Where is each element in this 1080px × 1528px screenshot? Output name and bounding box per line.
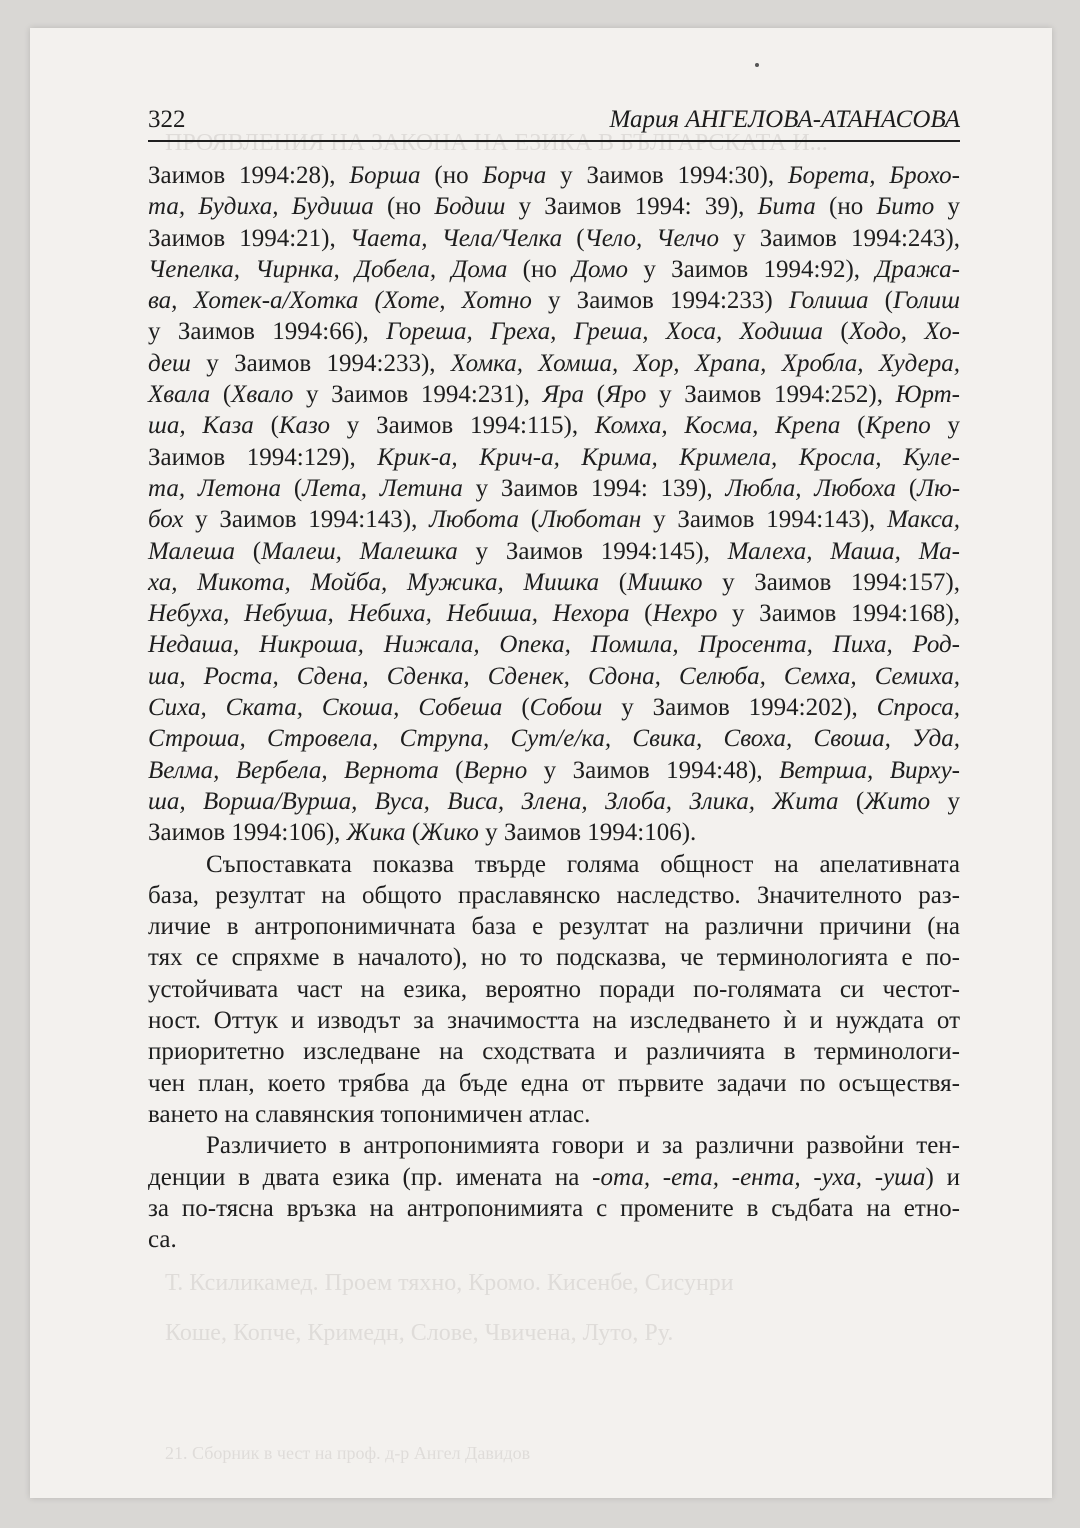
- text-segment: ) и: [925, 1163, 960, 1191]
- italic-name-segment: Гореша, Греха, Греша, Хоса, Ходиша: [386, 318, 824, 346]
- italic-name-segment: Ходо, Хо-: [848, 318, 960, 346]
- italic-name-segment: Голиша: [788, 287, 869, 315]
- text-segment: у: [930, 787, 961, 815]
- text-line: [148, 348, 960, 379]
- italic-name-segment: бох: [148, 506, 184, 534]
- italic-name-segment: Нехро: [652, 600, 718, 628]
- italic-name-segment: Мишко: [627, 568, 703, 596]
- italic-name-segment: Макса,: [887, 506, 960, 534]
- text-line: тях се спряхме в началото), но то подсказва, че терминологията е по-: [148, 944, 960, 972]
- text-line: [148, 473, 960, 504]
- italic-name-segment: Небуха, Небуша, Небиха, Небиша, Нехора: [148, 600, 630, 628]
- text-line: [148, 1130, 960, 1161]
- italic-name-segment: деш: [148, 349, 191, 377]
- bleed-through-line: Т. Ксиликамед. Проем тяхно, Кромо. Кисенбе, Сисунри: [165, 1270, 734, 1296]
- text-segment: у Заимов 1994:145),: [457, 537, 728, 565]
- italic-name-segment: Крепо: [865, 412, 931, 440]
- text-segment: Различието в антропонимията говори и за различни развойни тен-: [206, 1132, 960, 1160]
- text-segment: (: [502, 694, 530, 722]
- text-line: [148, 379, 960, 410]
- italic-name-segment: Чепелка, Чирнка, Добела, Дома: [148, 255, 508, 283]
- text-line: [148, 223, 960, 254]
- italic-name-segment: Жито: [864, 787, 931, 815]
- text-segment: (но: [507, 255, 573, 283]
- text-segment: у Заимов 1994: 139),: [462, 474, 726, 502]
- bleed-through-heading: ПРОЯВЛЕНИЯ НА ЗАКОНА НА ЕЗИКА В БЪЛГАРСКАТА И...: [165, 130, 828, 156]
- text-segment: у: [934, 193, 961, 221]
- text-segment: (: [518, 506, 540, 534]
- bleed-through-line: Коше, Копче, Кримедн, Слове, Чвичена, Луто, Ру.: [165, 1320, 674, 1346]
- italic-name-segment: Жика: [346, 819, 406, 847]
- text-line: приоритетно изследване на сходствата и различията в терминологи-: [148, 1038, 960, 1066]
- italic-name-segment: Малеха, Маша, Ма-: [727, 537, 960, 565]
- text-segment: (: [629, 600, 653, 628]
- text-segment: (: [823, 318, 849, 346]
- italic-name-segment: Домо: [572, 255, 629, 283]
- italic-name-segment: Ветрша, Вирху-: [779, 756, 960, 784]
- italic-name-segment: Борша: [349, 162, 421, 189]
- italic-name-segment: Хомка, Хомша, Хор, Храпа, Хробла, Худера,: [450, 349, 960, 377]
- bleed-through-footer: 21. Сборник в чест на проф. д-р Ангел Давидов: [165, 1443, 531, 1463]
- italic-name-segment: Жико: [420, 819, 479, 847]
- italic-name-segment: Сиха, Ската, Скоша, Собеша: [148, 694, 503, 722]
- italic-name-segment: ша, Роста, Сдена, Сденка, Сденек, Сдона, Селюба, Семха, Семиха,: [148, 662, 960, 690]
- text-line: [148, 786, 960, 817]
- text-segment: (: [234, 537, 262, 565]
- italic-name-segment: Голиш: [892, 287, 961, 315]
- text-line: [148, 598, 960, 629]
- italic-name-segment: Любла, Любоха: [725, 474, 897, 502]
- text-segment: (: [868, 287, 893, 315]
- text-segment: (но: [373, 193, 435, 221]
- italic-name-segment: Хвала: [148, 381, 211, 409]
- text-line: [148, 536, 960, 567]
- italic-name-segment: Хвало: [231, 381, 294, 409]
- text-line: Съпоставката показва твърде голяма общност на апелативната: [206, 850, 960, 878]
- text-line: [148, 442, 960, 473]
- text-line: [148, 504, 960, 535]
- italic-name-segment: та, Будиха, Будиша: [148, 193, 374, 221]
- italic-name-segment: Верно: [463, 756, 528, 784]
- text-line: [148, 723, 960, 754]
- text-segment: у Заимов 1994:243),: [719, 224, 960, 252]
- italic-name-segment: Любота: [429, 506, 519, 534]
- italic-name-segment: Недаша, Никроша, Нижала, Опека, Помила, Просента, Пиха, Род-: [148, 631, 960, 659]
- text-segment: (: [896, 474, 918, 502]
- italic-name-segment: Чаета, Чела/Челка: [349, 224, 563, 252]
- speck: [755, 63, 759, 67]
- text-segment: у Заимов 1994:202),: [602, 694, 877, 722]
- italic-name-segment: Яро: [604, 381, 647, 409]
- text-segment: у Заимов 1994: 39),: [505, 193, 758, 221]
- italic-name-segment: Комха, Косма, Крепа: [594, 412, 841, 440]
- text-segment: (: [253, 412, 279, 440]
- page-body: [148, 160, 960, 1255]
- text-segment: у Заимов 1994:30),: [546, 162, 788, 189]
- text-line: [148, 1162, 960, 1193]
- text-line: [148, 629, 960, 660]
- italic-name-segment: Малеша: [148, 537, 235, 565]
- italic-name-segment: Яра: [542, 381, 584, 409]
- text-segment: у Заимов 1994:92),: [628, 255, 876, 283]
- text-segment: (: [210, 381, 232, 409]
- text-line: [148, 755, 960, 786]
- text-segment: (: [840, 412, 866, 440]
- italic-name-segment: ша, Каза: [148, 412, 254, 440]
- italic-name-segment: Собош: [529, 694, 603, 722]
- text-segment: у Заимов 1994:168),: [717, 600, 960, 628]
- page-number: 322: [148, 106, 186, 133]
- text-line: ването на славянския топонимичен атлас.: [148, 1100, 591, 1128]
- text-line: [148, 661, 960, 692]
- italic-name-segment: Бодиш: [434, 193, 506, 221]
- text-line: [148, 692, 960, 723]
- italic-name-segment: та, Летона: [148, 474, 282, 502]
- italic-name-segment: Малеш, Малешка: [261, 537, 458, 565]
- text-segment: у Заимов 1994:143),: [641, 506, 888, 534]
- text-segment: Заимов 1994:129),: [148, 443, 378, 471]
- text-segment: у Заимов 1994:157),: [702, 568, 960, 596]
- italic-name-segment: Борча: [482, 162, 547, 189]
- italic-name-segment: Спроса,: [876, 694, 960, 722]
- text-line: [148, 1193, 960, 1224]
- italic-name-segment: ва, Хотек-а/Хотка (Хоте, Хотно: [148, 287, 532, 315]
- text-line: [148, 160, 960, 191]
- italic-name-segment: Борета, Брохо-: [787, 162, 960, 189]
- italic-name-segment: Дража-: [875, 255, 960, 283]
- text-line: личие в антропонимичната база е резултат на различни причини (на: [148, 913, 960, 941]
- text-segment: (: [838, 787, 865, 815]
- italic-name-segment: Велма, Вербела, Вернота: [148, 756, 439, 784]
- text-line: ност. Оттук и изводът за значимостта на изследването ѝ и нуждата от: [148, 1007, 960, 1035]
- text-segment: за по-тясна връзка на антропонимията с промените в съдбата на етно-: [148, 1194, 960, 1222]
- text-segment: у Заимов 1994:106).: [478, 819, 697, 847]
- text-segment: у: [930, 412, 961, 440]
- italic-name-segment: Бита: [757, 193, 816, 221]
- italic-name-segment: Люботан: [539, 506, 642, 534]
- text-segment: у Заимов 1994:233): [531, 287, 789, 315]
- text-segment: (но: [815, 193, 877, 221]
- italic-name-segment: ша, Ворша/Вурша, Вуса, Виса, Злена, Злоба, Злика, Жита: [148, 787, 839, 815]
- text-segment: (: [405, 819, 421, 847]
- text-segment: у Заимов 1994:143),: [183, 506, 430, 534]
- text-segment: (: [599, 568, 628, 596]
- text-segment: (но: [420, 162, 483, 189]
- text-segment: са.: [148, 1226, 177, 1254]
- paragraph-conclusion: [148, 1130, 960, 1255]
- italic-name-segment: Казо: [278, 412, 330, 440]
- italic-name-segment: Юрт-: [895, 381, 961, 409]
- text-segment: (: [584, 381, 605, 409]
- text-line: [148, 410, 960, 441]
- text-segment: у Заимов 1994:66),: [148, 318, 387, 346]
- italic-name-segment: Чело, Челчо: [584, 224, 720, 252]
- text-segment: (: [562, 224, 585, 252]
- italic-name-segment: Строша, Стровела, Струпа, Сут/е/ка, Свика, Своха, Своша, Уда,: [148, 725, 960, 753]
- page-header: [148, 106, 960, 142]
- text-line: [148, 1224, 960, 1255]
- italic-name-segment: ха, Микота, Мойба, Мужика, Мишка: [148, 568, 600, 596]
- text-segment: (: [281, 474, 303, 502]
- text-line: устойчивата част на езика, вероятно поради по-голямата си честот-: [148, 975, 960, 1003]
- text-segment: Заимов 1994:28),: [148, 162, 350, 189]
- text-segment: у Заимов 1994:252),: [646, 381, 896, 409]
- text-line: [148, 316, 960, 347]
- italic-name-segment: Лета, Летина: [302, 474, 463, 502]
- paragraph-name-list: [148, 160, 960, 849]
- text-segment: у Заимов 1994:115),: [329, 412, 595, 440]
- text-segment: у Заимов 1994:231),: [293, 381, 543, 409]
- text-line: [148, 817, 960, 848]
- text-line: [148, 567, 960, 598]
- text-segment: у Заимов 1994:233),: [190, 349, 451, 377]
- text-segment: у Заимов 1994:48),: [527, 756, 780, 784]
- running-head: Мария АНГЕЛОВА-АТАНАСОВА: [609, 106, 960, 133]
- italic-name-segment: Крик-а, Крич-а, Крима, Кримела, Кросла, Куле-: [377, 443, 960, 471]
- text-line: [148, 254, 960, 285]
- text-line: [148, 191, 960, 222]
- italic-name-segment: -ота, -ета, -ента, -уха, -уша: [592, 1163, 926, 1191]
- text-line: чен план, което трябва да бъде една от първите задачи по осъществя-: [148, 1069, 960, 1097]
- text-segment: денции в двата езика (пр. имената на: [148, 1163, 593, 1191]
- text-segment: Заимов 1994:21),: [148, 224, 350, 252]
- text-line: база, резултат на общото праславянско наследство. Значителното раз-: [148, 881, 960, 909]
- italic-name-segment: Бито: [876, 193, 935, 221]
- text-segment: Заимов 1994:106),: [148, 819, 347, 847]
- italic-name-segment: Лю-: [917, 474, 961, 502]
- text-segment: (: [438, 756, 464, 784]
- paragraph-comparison: [148, 849, 960, 1131]
- text-line: [148, 285, 960, 316]
